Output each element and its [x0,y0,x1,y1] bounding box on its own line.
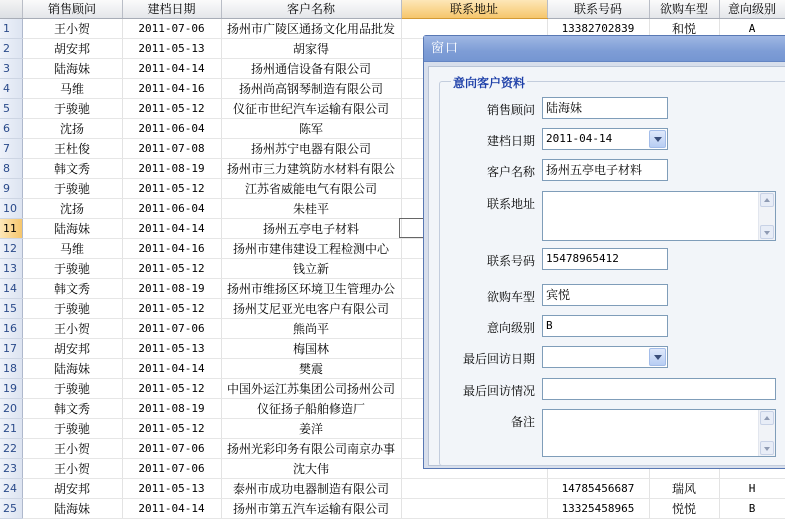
cell-phone[interactable]: 14785456687 [547,478,649,498]
window-title[interactable]: 窗口 [424,36,785,62]
cell-advisor[interactable]: 胡安邦 [22,38,122,58]
scroll-up-icon[interactable] [760,411,774,425]
cell-date[interactable]: 2011-07-06 [122,18,221,38]
row-number[interactable]: 13 [0,258,22,278]
cell-advisor[interactable]: 王小贺 [22,18,122,38]
cell-date[interactable]: 2011-05-13 [122,38,221,58]
cell-address[interactable] [401,478,547,498]
grid-corner[interactable] [0,0,22,18]
cell-customer[interactable]: 扬州市第五汽车运输有限公司 [221,498,401,518]
cell-customer[interactable]: 江苏省威能电气有限公司 [221,178,401,198]
cell-level[interactable]: H [719,478,785,498]
cell-date[interactable]: 2011-07-06 [122,318,221,338]
table-row[interactable] [0,498,785,518]
cell-advisor[interactable]: 胡安邦 [22,478,122,498]
scroll-down-icon[interactable] [760,441,774,455]
cell-advisor[interactable]: 沈扬 [22,198,122,218]
address-scrollbar[interactable] [758,192,775,240]
cell-advisor[interactable]: 陆海妹 [22,58,122,78]
row-number[interactable]: 14 [0,278,22,298]
car-label: 欲购车型 [486,290,535,304]
scroll-down-icon[interactable] [760,225,774,239]
scroll-up-icon[interactable] [760,193,774,207]
cell-date[interactable]: 2011-04-14 [122,498,221,518]
cell-date[interactable]: 2011-05-12 [122,418,221,438]
cell-date[interactable]: 2011-06-04 [122,198,221,218]
row-number[interactable]: 3 [0,58,22,78]
advisor-field[interactable]: 陆海妹 [542,97,668,119]
chevron-down-icon[interactable] [649,348,666,366]
cell-customer[interactable]: 仪征市世纪汽车运输有限公司 [221,98,401,118]
cell-customer[interactable]: 钱立新 [221,258,401,278]
cell-customer[interactable]: 扬州光彩印务有限公司南京办事 [221,438,401,458]
address-label: 联系地址 [486,197,535,211]
remark-scrollbar[interactable] [758,410,775,456]
row-number[interactable]: 17 [0,338,22,358]
cell-customer[interactable]: 中国外运江苏集团公司扬州公司 [221,378,401,398]
row-number[interactable]: 1 [0,18,22,38]
row-number[interactable]: 8 [0,158,22,178]
cell-customer[interactable]: 陈军 [221,118,401,138]
customer-info-group [439,76,785,466]
cell-date[interactable]: 2011-08-19 [122,158,221,178]
row-number[interactable]: 6 [0,118,22,138]
phone-label: 联系号码 [486,254,535,268]
advisor-label: 销售顾问 [486,103,535,117]
cell-customer[interactable]: 梅国林 [221,338,401,358]
cell-advisor[interactable]: 于骏驰 [22,378,122,398]
cell-advisor[interactable]: 王杜俊 [22,138,122,158]
window-body [428,66,785,466]
col-header-date[interactable]: 建档日期 [122,0,221,18]
cell-customer[interactable]: 扬州市维扬区环境卫生管理办公 [221,278,401,298]
cell-customer[interactable]: 仪征扬子船舶修造厂 [221,398,401,418]
cell-date[interactable]: 2011-04-14 [122,218,221,238]
table-row[interactable] [0,478,785,498]
chevron-down-icon[interactable] [649,130,666,148]
col-header-car[interactable]: 欲购车型 [649,0,719,18]
row-number[interactable]: 19 [0,378,22,398]
cell-date[interactable]: 2011-08-19 [122,278,221,298]
cell-advisor[interactable]: 王小贺 [22,438,122,458]
customer-field[interactable]: 扬州五亭电子材料 [542,159,668,181]
cell-phone[interactable]: 13325458965 [547,498,649,518]
col-header-address[interactable]: 联系地址 [401,0,547,18]
last-visit-date-label: 最后回访日期 [462,352,535,366]
level-field[interactable]: B [542,315,668,337]
cell-customer[interactable]: 樊震 [221,358,401,378]
col-header-phone[interactable]: 联系号码 [547,0,649,18]
cell-advisor[interactable]: 于骏驰 [22,258,122,278]
cell-car[interactable]: 和悦 [649,18,719,38]
cell-date[interactable]: 2011-05-13 [122,478,221,498]
cell-customer[interactable]: 胡家得 [221,38,401,58]
cell-advisor[interactable]: 马维 [22,78,122,98]
cell-customer[interactable]: 扬州市建伟建设工程检测中心 [221,238,401,258]
cell-date[interactable]: 2011-07-06 [122,438,221,458]
cell-advisor[interactable]: 于骏驰 [22,298,122,318]
cell-customer[interactable]: 泰州市成功电器制造有限公司 [221,478,401,498]
cell-address[interactable] [401,498,547,518]
row-number[interactable]: 12 [0,238,22,258]
cell-date[interactable]: 2011-08-19 [122,398,221,418]
cell-advisor[interactable]: 马维 [22,238,122,258]
cell-date[interactable]: 2011-05-13 [122,338,221,358]
group-title: 意向客户资料 [453,76,526,90]
cell-date[interactable]: 2011-05-12 [122,378,221,398]
cell-advisor[interactable]: 韩文秀 [22,158,122,178]
cell-date[interactable]: 2011-04-16 [122,78,221,98]
cell-advisor[interactable]: 于骏驰 [22,418,122,438]
row-number[interactable]: 16 [0,318,22,338]
cell-date[interactable]: 2011-05-12 [122,298,221,318]
customer-label: 客户名称 [486,165,535,179]
cell-date[interactable]: 2011-04-16 [122,238,221,258]
cell-date[interactable]: 2011-05-12 [122,98,221,118]
row-number[interactable]: 11 [0,218,22,238]
remark-memo[interactable] [542,409,776,457]
cell-phone[interactable]: 13382702839 [547,18,649,38]
cell-date[interactable]: 2011-07-06 [122,458,221,478]
cell-advisor[interactable]: 陆海妹 [22,498,122,518]
row-number[interactable]: 23 [0,458,22,478]
phone-field[interactable]: 15478965412 [542,248,668,270]
cell-advisor[interactable]: 王小贺 [22,318,122,338]
row-number[interactable]: 9 [0,178,22,198]
cell-customer[interactable]: 姜洋 [221,418,401,438]
last-visit-date-combo[interactable] [542,346,668,368]
row-number[interactable]: 20 [0,398,22,418]
cell-advisor[interactable]: 陆海妹 [22,358,122,378]
cell-customer[interactable]: 扬州市广陵区通扬文化用品批发 [221,18,401,38]
cell-advisor[interactable]: 于骏驰 [22,178,122,198]
level-label: 意向级别 [486,321,535,335]
cell-car[interactable]: 悦悦 [649,498,719,518]
cell-customer[interactable]: 扬州尚高钢琴制造有限公司 [221,78,401,98]
cell-date[interactable]: 2011-05-12 [122,258,221,278]
row-number[interactable]: 4 [0,78,22,98]
cell-customer[interactable]: 扬州市三力建筑防水材料有限公 [221,158,401,178]
cell-customer[interactable]: 沈大伟 [221,458,401,478]
row-number[interactable]: 5 [0,98,22,118]
cell-advisor[interactable]: 王小贺 [22,458,122,478]
cell-customer[interactable]: 扬州通信设备有限公司 [221,58,401,78]
date-value: 2011-04-14 [546,132,613,145]
row-number[interactable]: 21 [0,418,22,438]
cell-level[interactable]: A [719,18,785,38]
row-number[interactable]: 22 [0,438,22,458]
cell-date[interactable]: 2011-06-04 [122,118,221,138]
cell-customer[interactable]: 扬州苏宁电器有限公司 [221,138,401,158]
cell-customer[interactable]: 扬州五亭电子材料 [221,218,401,238]
col-header-customer[interactable]: 客户名称 [221,0,401,18]
row-number[interactable]: 25 [0,498,22,518]
cell-advisor[interactable]: 韩文秀 [22,398,122,418]
cell-advisor[interactable]: 于骏驰 [22,98,122,118]
cell-advisor[interactable]: 沈扬 [22,118,122,138]
cell-advisor[interactable]: 陆海妹 [22,218,122,238]
cell-advisor[interactable]: 韩文秀 [22,278,122,298]
car-field[interactable]: 宾悦 [542,284,668,306]
cell-advisor[interactable]: 胡安邦 [22,338,122,358]
last-visit-status-label: 最后回访情况 [462,384,535,398]
cell-level[interactable]: B [719,498,785,518]
row-number[interactable]: 24 [0,478,22,498]
cell-customer[interactable]: 扬州艾尼亚光电客户有限公司 [221,298,401,318]
date-label: 建档日期 [486,134,535,148]
date-combo[interactable] [542,128,668,150]
cell-customer[interactable]: 熊尚平 [221,318,401,338]
cell-date[interactable]: 2011-04-14 [122,358,221,378]
col-header-level[interactable]: 意向级别 [719,0,785,18]
row-number[interactable]: 15 [0,298,22,318]
cell-customer[interactable]: 朱桂平 [221,198,401,218]
cell-date[interactable]: 2011-07-08 [122,138,221,158]
remark-label: 备注 [510,415,535,429]
row-number[interactable]: 18 [0,358,22,378]
row-number[interactable]: 7 [0,138,22,158]
last-visit-status-field[interactable] [542,378,776,400]
cell-car[interactable]: 瑞风 [649,478,719,498]
cell-date[interactable]: 2011-04-14 [122,58,221,78]
customer-detail-window[interactable] [423,35,785,469]
address-memo[interactable] [542,191,776,241]
row-number[interactable]: 10 [0,198,22,218]
col-header-advisor[interactable]: 销售顾问 [22,0,122,18]
cell-date[interactable]: 2011-05-12 [122,178,221,198]
row-number[interactable]: 2 [0,38,22,58]
